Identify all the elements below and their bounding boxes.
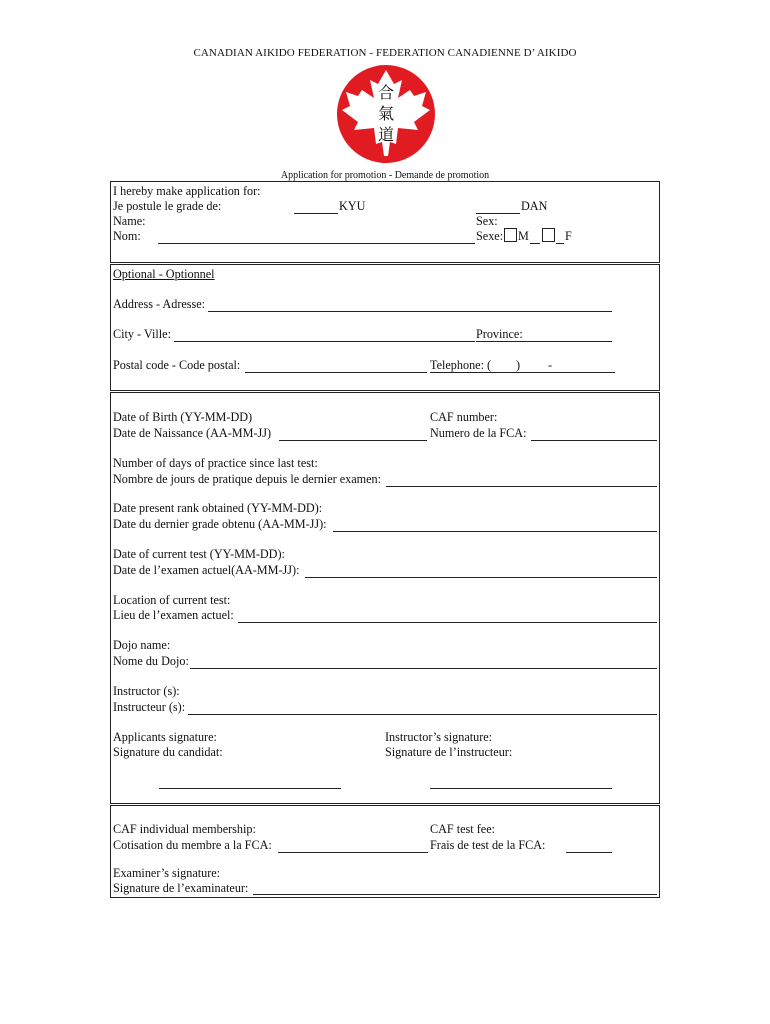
instructor-sig-fr-label: Signature de l’instructeur: [385,745,513,759]
sex-label: Sex: [476,214,498,228]
male-checkbox[interactable] [504,228,517,242]
dob-en-label: Date of Birth (YY-MM-DD) [113,410,253,424]
dan-label: DAN [521,199,548,213]
logo-kanji: 氣 [377,104,395,123]
name-field[interactable] [158,243,475,244]
location-en-label: Location of current test: [113,593,231,607]
examiner-signature-field[interactable] [253,894,657,895]
telephone-dash: - [548,358,553,372]
federation-title: CANADIAN AIKIDO FEDERATION - FEDERATION CANADIENNE D’ AIKIDO [193,47,577,59]
applicant-signature-field[interactable] [159,788,341,789]
examiner-sig-en-label: Examiner’s signature: [113,866,221,880]
membership-field[interactable] [278,852,428,853]
dojo-fr-label: Nome du Dojo: [113,654,189,668]
membership-en-label: CAF individual membership: [113,822,256,836]
nom-label: Nom: [113,229,141,243]
province-field[interactable] [476,341,612,342]
female-checkbox[interactable] [542,228,555,242]
telephone-label: Telephone: ( [430,358,492,372]
examiner-sig-fr-label: Signature de l’examinateur: [113,881,249,895]
city-label: City - Ville: [113,327,171,341]
location-fr-label: Lieu de l’examen actuel: [113,608,234,622]
female-label: F [565,229,572,243]
kyu-field[interactable] [294,213,338,214]
days-en-label: Number of days of practice since last test: [113,456,318,470]
postal-field[interactable] [245,372,427,373]
kyu-label: KYU [339,199,366,213]
days-fr-label: Nombre de jours de pratique depuis le dernier examen: [113,472,382,486]
female-underline [556,243,564,244]
instructor-en-label: Instructor (s): [113,684,180,698]
aikido-logo-icon [336,64,436,164]
test-date-field[interactable] [305,577,657,578]
caf-en-label: CAF number: [430,410,498,424]
caf-number-field[interactable] [531,440,657,441]
province-label: Province: [476,327,523,341]
dob-fr-label: Date de Naissance (AA-MM-JJ) [113,426,272,440]
postal-label: Postal code - Code postal: [113,358,241,372]
instructor-signature-field[interactable] [430,788,612,789]
test-en-label: Date of current test (YY-MM-DD): [113,547,285,561]
membership-fr-label: Cotisation du membre a la FCA: [113,838,272,852]
address-label: Address - Adresse: [113,297,206,311]
grade-label: Je postule le grade de: [113,199,222,213]
rank-fr-label: Date du dernier grade obtenu (AA-MM-JJ): [113,517,327,531]
rank-date-field[interactable] [333,531,657,532]
form-subtitle: Application for promotion - Demande de promotion [280,170,490,181]
sexe-label: Sexe: [476,229,504,243]
telephone-field[interactable] [430,372,615,373]
test-fr-label: Date de l’examen actuel(AA-MM-JJ): [113,563,300,577]
caf-fr-label: Numero de la FCA: [430,426,527,440]
city-field[interactable] [174,341,475,342]
male-label: M [518,229,529,243]
test-fee-field[interactable] [566,852,612,853]
male-underline [530,243,540,244]
dojo-en-label: Dojo name: [113,638,171,652]
days-field[interactable] [386,486,657,487]
dojo-field[interactable] [190,668,657,669]
logo-kanji: 合 [377,83,395,102]
intro-text: I hereby make application for: [113,184,261,198]
location-field[interactable] [238,622,657,623]
dob-field[interactable] [279,440,427,441]
applicant-sig-fr-label: Signature du candidat: [113,745,223,759]
instructor-field[interactable] [188,714,657,715]
address-field[interactable] [208,311,612,312]
applicant-sig-en-label: Applicants signature: [113,730,217,744]
telephone-paren: ) [516,358,521,372]
logo-kanji: 道 [377,125,395,144]
fee-fr-label: Frais de test de la FCA: [430,838,546,852]
instructor-fr-label: Instructeur (s): [113,700,186,714]
rank-en-label: Date present rank obtained (YY-MM-DD): [113,501,323,515]
fee-en-label: CAF test fee: [430,822,495,836]
instructor-sig-en-label: Instructor’s signature: [385,730,493,744]
name-label: Name: [113,214,146,228]
optional-heading: Optional - Optionnel [113,267,215,281]
